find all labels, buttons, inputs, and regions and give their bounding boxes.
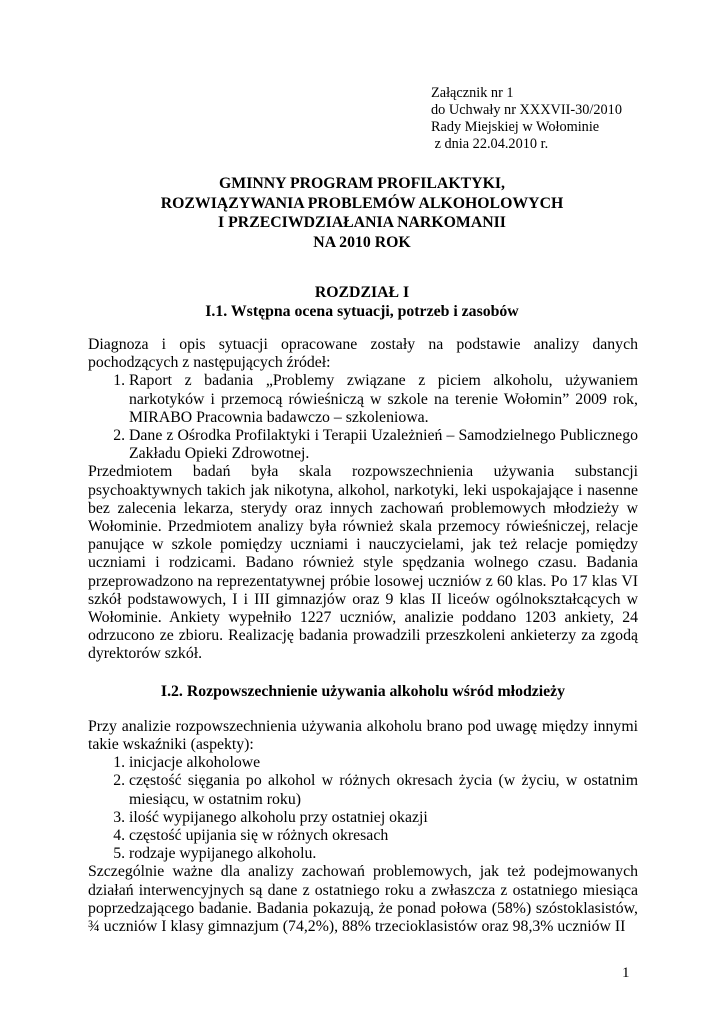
indicators-list [88,754,638,863]
title-line: GMINNY PROGRAM PROFILAKTYKI, [219,175,505,192]
chapter-heading [80,283,644,321]
list-item: 4. częstość upijania się w różnych okresach [129,827,638,845]
section2-heading: I.2. Rozpowszechnienie używania alkoholu wśród młodzieży [160,682,566,700]
section1-intro: Diagnoza i opis sytuacji opracowane zostały na podstawie analizy danych pochodzących z następujących źródeł: [88,336,638,372]
sources-list [88,372,638,463]
list-item: 2. częstość sięgania po alkohol w różnych okresach życia (w życiu, w ostatnim miesiącu, w ostatnim roku) [129,772,638,808]
list-item: 3. ilość wypijanego alkoholu przy ostatniej okazji [129,809,638,827]
title-line: ROZWIĄZYWANIA PROBLEMÓW ALKOHOLOWYCH [160,194,564,212]
annex-line: Rady Miejskiej w Wołominie [431,119,600,135]
page-number: 1 [622,965,630,981]
section2-paragraph: Szczególnie ważne dla analizy zachowań problemowych, jak też podejmowanych działań interwencyjnych są dane z ostatniego roku a zwłaszcza z ostatniego miesiąca poprzedzającego badanie. Badania pokazują, że ponad połowa (58%) szóstoklasistów, ¾ uczniów I klasy gimnazjum (74,2%), 88% trzecioklasistów oraz 98,3% uczniów II [88,863,638,936]
chapter-title: ROZDZIAŁ I [314,284,410,301]
chapter-subtitle: I.1. Wstępna ocena sytuacji, potrzeb i zasobów [205,303,519,320]
title-line: I PRZECIWDZIAŁANIA NARKOMANII [218,214,506,231]
annex-line: z dnia 22.04.2010 r. [431,136,549,152]
section1-paragraph: Przedmiotem badań była skala rozpowszechnienia używania substancji psychoaktywnych takich jak nikotyna, alkohol, narkotyki, leki uspokajające i nasenne bez zalecenia lekarza, sterydy oraz innych zachowań problemowych młodzieży w Wołominie. Przedmiotem analizy była również skala przemocy rówieśniczej, relacje panujące w szkole pomiędzy uczniami i nauczycielami, jak też relacje pomiędzy uczniami i rodzicami. Badano również style spędzania wolnego czasu. Badania przeprowadzono na reprezentatywnej próbie losowej uczniów z 60 klas. Po 17 klas VI szkół podstawowych, I i III gimnazjów oraz 9 klas II liceów ogólnokształcących w Wołominie. Ankiety wypełniło 1227 uczniów, analizie poddano 1203 ankiety, 24 odrzucono ze zbioru. Realizację badania prowadzili przeszkoleni ankieterzy za zgodą dyrektorów szkół. [88,463,638,663]
annex-header [431,85,622,153]
document-body [88,336,638,936]
title-line: NA 2010 ROK [313,233,411,251]
list-item: 2. Dane z Ośrodka Profilaktyki i Terapii Uzależnień – Samodzielnego Publicznego Zakładu Opieki Zdrowotnej. [129,427,638,463]
annex-line: do Uchwały nr XXXVII-30/2010 [431,102,622,118]
annex-line: Załącznik nr 1 [431,85,514,101]
list-item: 5. rodzaje wypijanego alkoholu. [129,845,638,863]
list-item: 1. Raport z badania „Problemy związane z piciem alkoholu, używaniem narkotyków i przemocą rówieśniczą w szkole na terenie Wołomin” 2009 rok, MIRABO Pracownia badawczo – szkoleniowa. [129,372,638,427]
document-title [80,174,644,252]
section2-intro: Przy analizie rozpowszechnienia używania alkoholu brano pod uwagę między innymi takie wskaźniki (aspekty): [88,717,638,754]
list-item: 1. inicjacje alkoholowe [129,754,638,772]
